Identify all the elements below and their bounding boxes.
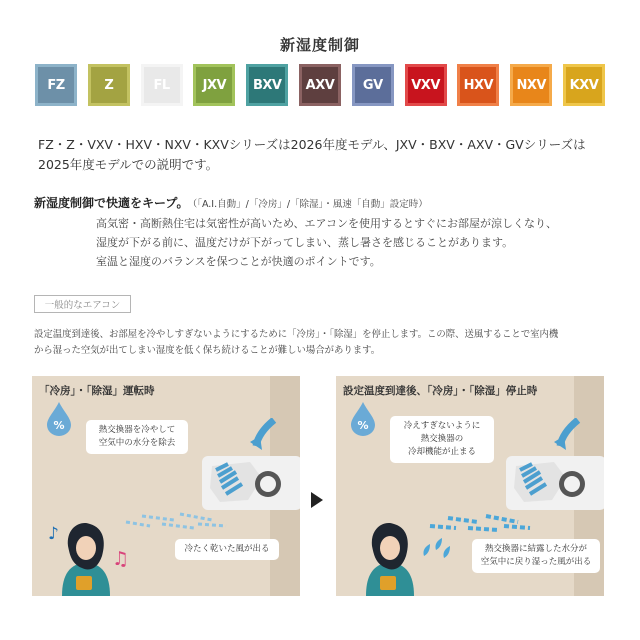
series-badge-gv: GV [352,64,394,106]
series-badge-jxv: JXV [193,64,235,106]
callout-cold-dry-air: 冷たく乾いた風が出る [175,539,279,560]
callout-line: 熱交換器を冷やして [98,425,176,435]
panel-operating [32,376,300,596]
series-badge-vxv: VXV [405,64,447,106]
play-arrow-icon [311,492,323,508]
person-icon [350,516,430,596]
series-badge-fl: FL [141,64,183,106]
panel-label: 「冷房」・「除湿」運転時 [39,385,155,397]
cool-breeze-icon [122,500,232,540]
series-badge-fz: FZ [35,64,77,106]
callout-line: 空気中に戻り湿った風が出る [480,557,592,567]
person-icon [46,516,126,596]
humidity-drop-icon [346,400,380,436]
callout-line: 冷えすぎないように [403,421,481,431]
series-badge-nxv: NXV [510,64,552,106]
general-aircon-tag: 一般的なエアコン [34,295,131,313]
humidity-drop-icon [42,400,76,436]
general-desc-line: 設定温度到達後、お部屋を冷やしすぎないようにするために「冷房」・「除湿」を停止します。この際、送風することで室内機 [34,329,559,340]
callout-humid-air [472,539,600,573]
series-badge-kxv: KXV [563,64,605,106]
callout-line: 空気中の水分を除去 [98,438,176,448]
callout-heat-exchanger [86,420,188,454]
section-body-line: 室温と湿度のバランスを保つことが快適のポイントです。 [96,255,381,268]
section-heading [34,194,428,211]
series-badge-z: Z [88,64,130,106]
svg-text:%: % [357,419,369,432]
section-body-line: 高気密・高断熱住宅は気密性が高いため、エアコンを使用するとすぐにお部屋が涼しくなり、 [96,217,558,230]
section-heading-sub: （「A.I.自動」/「冷房」/「除湿」・風速「自動」設定時） [192,199,428,210]
series-badge-hxv: HXV [457,64,499,106]
series-badge-bxv: BXV [246,64,288,106]
general-desc-line: から湿った空気が出てしまい湿度を低く保ち続けることが難しい場合があります。 [34,345,381,356]
general-aircon-description [34,327,614,359]
music-note-icon: ♫ [112,548,130,570]
humid-breeze-icon [426,500,536,540]
callout-line: 冷却機能が止まる [407,447,476,457]
page-title: 新湿度制御 [279,36,360,54]
series-badge-axv: AXV [299,64,341,106]
section-body-line: 湿度が下がる前に、温度だけが下がってしまい、蒸し暑さを感じることがあります。 [96,236,514,249]
series-note: FZ・Z・VXV・HXV・NXV・KXVシリーズは2026年度モデル、JXV・BXV・AXV・GVシリーズは2025年度モデルでの説明です。 [38,137,586,172]
callout-line: 熱交換器の [420,434,464,444]
music-note-icon: ♪ [48,524,59,544]
panel-label: 設定温度到達後、「冷房」・「除湿」停止時 [343,385,538,397]
callout-line: 熱交換器に結露した水分が [484,544,587,554]
panel-stopped [336,376,604,596]
section-heading-text: 新湿度制御で快適をキープ。 [34,196,189,210]
callout-cooling-stops [390,416,494,463]
section-body [96,214,616,271]
svg-text:%: % [53,419,65,432]
series-badges [35,64,605,106]
